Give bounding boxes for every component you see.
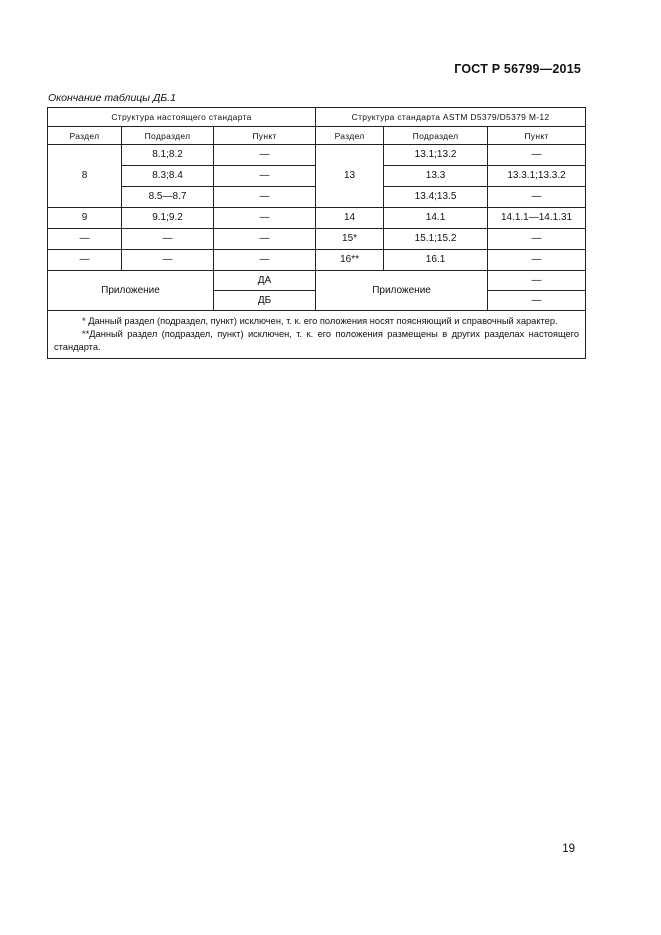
structure-comparison-table — [47, 107, 586, 359]
table-cell: — — [214, 166, 316, 187]
column-header: Пункт — [488, 127, 586, 145]
appendix-item: — — [488, 291, 586, 311]
table-row — [48, 229, 586, 250]
document-standard-header: ГОСТ Р 56799—2015 — [454, 62, 581, 76]
appendix-label-left: Приложение — [48, 271, 214, 311]
table-cell: 8.1;8.2 — [122, 145, 214, 166]
table-cell: — — [122, 229, 214, 250]
appendix-item: ДБ — [214, 291, 316, 311]
table-cell: — — [488, 145, 586, 166]
column-header: Подраздел — [384, 127, 488, 145]
table-cell: 8 — [48, 145, 122, 208]
table-cell: 15* — [316, 229, 384, 250]
appendix-item: — — [488, 271, 586, 291]
table-row — [48, 250, 586, 271]
table-cell: — — [214, 145, 316, 166]
table-cell: 9 — [48, 208, 122, 229]
table-cell: — — [488, 229, 586, 250]
table-cell: — — [214, 229, 316, 250]
table-row — [48, 145, 586, 166]
table-cell: 9.1;9.2 — [122, 208, 214, 229]
table-cell: — — [48, 229, 122, 250]
table-cell: 16** — [316, 250, 384, 271]
table-cell: — — [214, 187, 316, 208]
table-cell: 16.1 — [384, 250, 488, 271]
table-cell: 15.1;15.2 — [384, 229, 488, 250]
group-header-this-standard: Структура настоящего стандарта — [48, 108, 316, 127]
table-column-header-row — [48, 127, 586, 145]
table-cell: — — [488, 250, 586, 271]
table-group-header-row — [48, 108, 586, 127]
table-caption: Окончание таблицы ДБ.1 — [48, 92, 176, 104]
column-header: Подраздел — [122, 127, 214, 145]
table-cell: 13.1;13.2 — [384, 145, 488, 166]
table-cell: 13 — [316, 145, 384, 208]
table-cell: 8.3;8.4 — [122, 166, 214, 187]
table-cell: — — [214, 250, 316, 271]
column-header: Раздел — [48, 127, 122, 145]
table-cell: 13.3.1;13.3.2 — [488, 166, 586, 187]
table-notes-row — [48, 311, 586, 359]
group-header-astm-standard: Структура стандарта ASTM D5379/D5379 M-12 — [316, 108, 586, 127]
column-header: Раздел — [316, 127, 384, 145]
table-footnote: * Данный раздел (подраздел, пункт) исключен, т. к. его положения носят поясняющий и справочный характер. — [82, 316, 558, 326]
table-cell: 13.4;13.5 — [384, 187, 488, 208]
table-footnote: **Данный раздел (подраздел, пункт) исключен, т. к. его положения размещены в других разделах настоящего стандарта. — [54, 329, 580, 352]
table-cell: 8.5—8.7 — [122, 187, 214, 208]
table-cell: 13.3 — [384, 166, 488, 187]
appendix-row — [48, 271, 586, 291]
table-cell: — — [488, 187, 586, 208]
table-cell: — — [122, 250, 214, 271]
appendix-label-right: Приложение — [316, 271, 488, 311]
table-cell: 14.1.1—14.1.31 — [488, 208, 586, 229]
table-notes — [48, 311, 586, 359]
table-cell: 14 — [316, 208, 384, 229]
page-number: 19 — [562, 843, 575, 855]
table-cell: — — [214, 208, 316, 229]
column-header: Пункт — [214, 127, 316, 145]
table-cell: 14.1 — [384, 208, 488, 229]
table-row — [48, 208, 586, 229]
appendix-item: ДА — [214, 271, 316, 291]
table-cell: — — [48, 250, 122, 271]
